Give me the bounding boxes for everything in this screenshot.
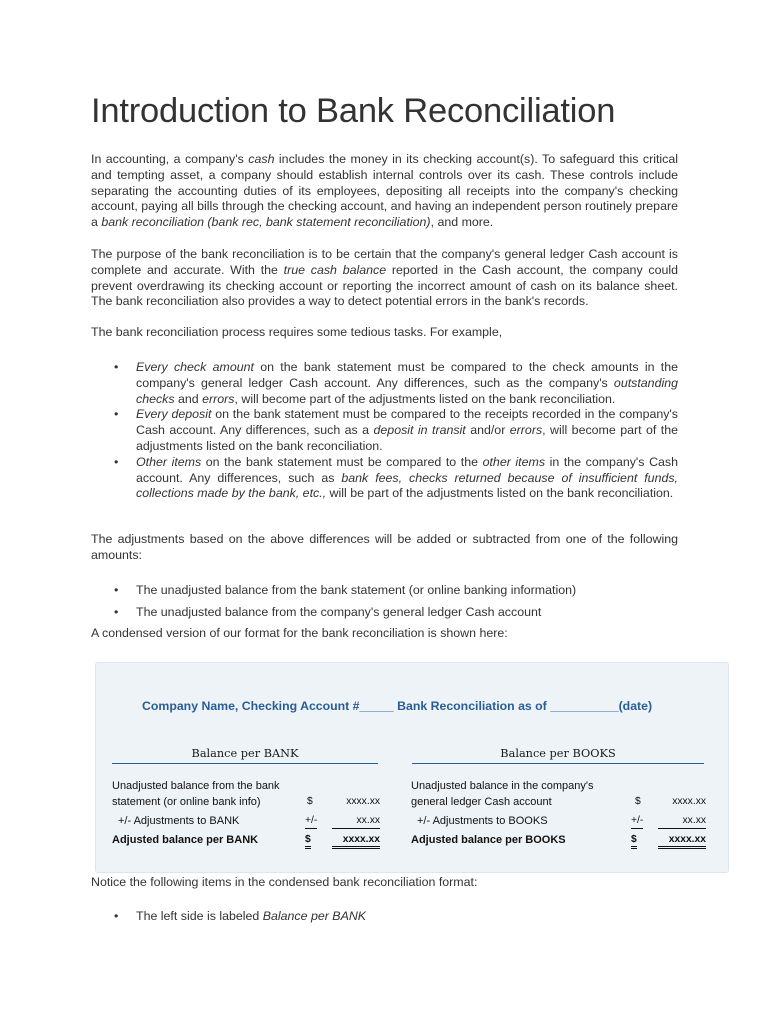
intro-paragraph-3: The bank reconciliation process requires some tedious tasks. For example, xyxy=(91,325,503,339)
bullet-icon: • xyxy=(114,360,119,374)
list-item: • Other items on the bank statement must be compared to the other items in the company's Cash account. Any differences, such as bank fees, checks returned because of insufficient funds, collections made by the bank, etc., will be part of the adjustments listed on the bank reconciliation. xyxy=(114,454,678,501)
books-line2-label: +/- Adjustments to BOOKS xyxy=(417,815,548,827)
bank-column-heading: Balance per BANK xyxy=(112,747,378,764)
bank-line2-amount: xx.xx xyxy=(332,815,380,829)
bank-line1-amount: xxxx.xx xyxy=(346,796,380,807)
bank-line2-label: +/- Adjustments to BANK xyxy=(118,815,240,827)
bullet-icon: • xyxy=(114,909,119,923)
notice-paragraph: Notice the following items in the condensed bank reconciliation format: xyxy=(91,875,478,889)
books-line1-sign: $ xyxy=(635,796,641,807)
amount-bullet-list xyxy=(91,583,678,621)
task-bullet-list xyxy=(91,360,678,502)
bullet-icon: • xyxy=(114,454,119,469)
books-line1-label-b: general ledger Cash account xyxy=(411,796,552,808)
list-item: • The unadjusted balance from the bank statement (or online banking information) xyxy=(114,583,577,597)
bank-reconciliation-figure xyxy=(95,662,729,873)
list-item: • The unadjusted balance from the company's general ledger Cash account xyxy=(114,604,542,619)
books-column-heading: Balance per BOOKS xyxy=(412,747,704,764)
notice-bullet-list xyxy=(91,909,678,925)
bullet-icon: • xyxy=(114,583,119,597)
books-line1-amount: xxxx.xx xyxy=(672,796,706,807)
books-line2-amount: xx.xx xyxy=(658,815,706,829)
list-item: • Every deposit on the bank statement must be compared to the receipts recorded in the company's Cash account. Any differences, such as a deposit in transit and/or errors, will become part of the adjustments listed on the bank reconciliation. xyxy=(114,407,678,453)
books-line3-amount: xxxx.xx xyxy=(658,834,706,849)
list-item: • The left side is labeled Balance per BANK xyxy=(114,909,367,923)
books-line2-sign: +/- xyxy=(631,815,643,829)
figure-title: Company Name, Checking Account #_____ Bank Reconciliation as of __________(date) xyxy=(142,699,653,713)
bank-line1-label-a: Unadjusted balance from the bank xyxy=(112,780,280,792)
intro-paragraph-2: The purpose of the bank reconciliation is to be certain that the company's general ledger Cash account is complete and accurate. With the true cash balance reported in the Cash account, the company could prevent overdrawing its checking account or reporting the incorrect amount of cash on its balance sheet. The bank reconciliation also provides a way to detect potential errors in the bank's records. xyxy=(91,247,679,309)
list-item: • Every check amount on the bank statement must be compared to the check amounts in the company's general ledger Cash account. Any differences, such as the company's outstanding checks and errors, will become part of the adjustments listed on the bank reconciliation. xyxy=(114,360,678,406)
bullet-icon: • xyxy=(114,604,119,619)
books-line1-label-a: Unadjusted balance in the company's xyxy=(411,780,594,792)
books-line3-label: Adjusted balance per BOOKS xyxy=(411,834,566,846)
condensed-intro: A condensed version of our format for the bank reconciliation is shown here: xyxy=(91,626,508,640)
bank-line1-label-b: statement (or online bank info) xyxy=(112,796,261,808)
books-line3-sign: $ xyxy=(631,834,637,849)
page-title: Introduction to Bank Reconciliation xyxy=(91,92,616,130)
bank-line1-sign: $ xyxy=(307,796,313,807)
intro-paragraph-1: In accounting, a company's cash includes the money in its checking account(s). To safeguard this critical and tempting asset, a company should establish internal controls over its cash. These controls include separating the accounting duties of its employees, depositing all receipts into the company's checking account, paying all bills through the checking account, and having an independent person routinely prepare a bank reconciliation (bank rec, bank statement reconciliation), and more. xyxy=(91,152,678,230)
bank-line2-sign: +/- xyxy=(305,815,317,829)
bank-line3-amount: xxxx.xx xyxy=(332,834,380,849)
adjustments-paragraph: The adjustments based on the above differences will be added or subtracted from one of the following amounts: xyxy=(91,532,678,562)
bank-line3-label: Adjusted balance per BANK xyxy=(112,834,259,846)
bank-line3-sign: $ xyxy=(305,834,311,849)
bullet-icon: • xyxy=(114,407,119,422)
